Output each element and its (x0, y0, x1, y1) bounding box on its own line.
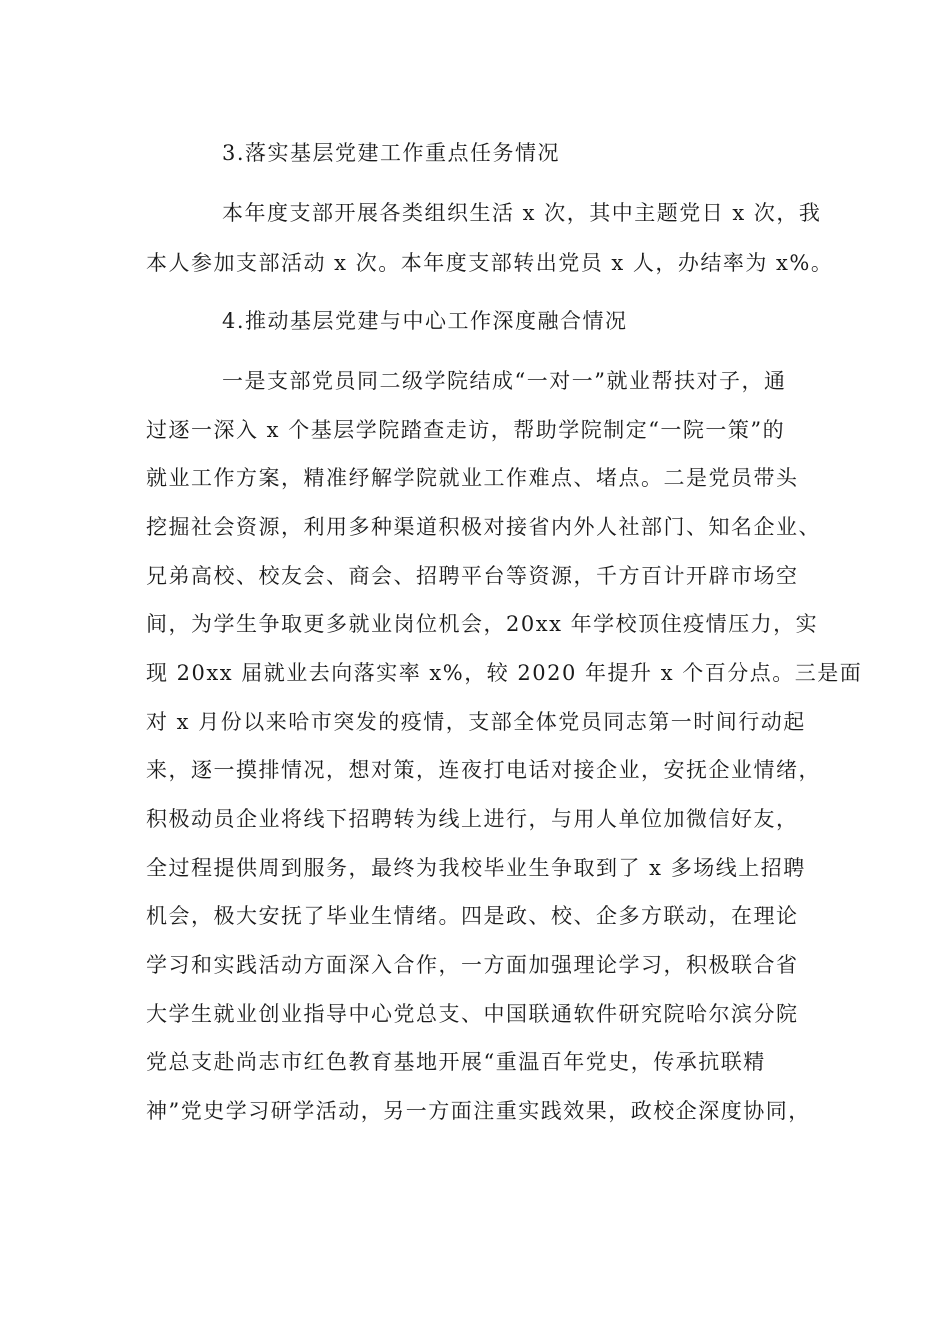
paragraph-line: 本人参加支部活动 x 次。本年度支部转出党员 x 人，办结率为 x%。 (146, 251, 834, 275)
paragraph-line: 兄弟高校、校友会、商会、招聘平台等资源，千方百计开辟市场空 (146, 564, 799, 588)
paragraph-line: 机会，极大安抚了毕业生情绪。四是政、校、企多方联动，在理论 (146, 904, 799, 928)
section-heading-3: 3.落实基层党建工作重点任务情况 (222, 141, 561, 165)
paragraph-line: 学习和实践活动方面深入合作，一方面加强理论学习，积极联合省 (146, 953, 799, 977)
paragraph-line: 大学生就业创业指导中心党总支、中国联通软件研究院哈尔滨分院 (146, 1002, 799, 1026)
section-heading-4: 4.推动基层党建与中心工作深度融合情况 (222, 309, 628, 333)
paragraph-line: 来，逐一摸排情况，想对策，连夜打电话对接企业，安抚企业情绪， (146, 758, 821, 782)
paragraph-line: 过逐一深入 x 个基层学院踏查走访，帮助学院制定“一院一策”的 (146, 418, 786, 442)
paragraph-line: 积极动员企业将线下招聘转为线上进行，与用人单位加微信好友， (146, 807, 799, 831)
paragraph-line: 就业工作方案，精准纾解学院就业工作难点、堵点。二是党员带头 (146, 466, 799, 490)
paragraph-line: 挖掘社会资源，利用多种渠道积极对接省内外人社部门、知名企业、 (146, 515, 821, 539)
paragraph-line: 现 20xx 届就业去向落实率 x%，较 2020 年提升 x 个百分点。三是面 (146, 661, 863, 685)
paragraph-line: 一是支部党员同二级学院结成“一对一”就业帮扶对子，通 (222, 369, 787, 393)
paragraph-line: 本年度支部开展各类组织生活 x 次，其中主题党日 x 次，我 (222, 201, 822, 225)
paragraph-line: 间，为学生争取更多就业岗位机会，20xx 年学校顶住疫情压力，实 (146, 612, 819, 636)
paragraph-line: 党总支赴尚志市红色教育基地开展“重温百年党史，传承抗联精 (146, 1050, 766, 1074)
paragraph-line: 全过程提供周到服务，最终为我校毕业生争取到了 x 多场线上招聘 (146, 856, 806, 880)
paragraph-line: 对 x 月份以来哈市突发的疫情，支部全体党员同志第一时间行动起 (146, 710, 806, 734)
paragraph-line: 神”党史学习研学活动，另一方面注重实践效果，政校企深度协同， (146, 1099, 811, 1123)
